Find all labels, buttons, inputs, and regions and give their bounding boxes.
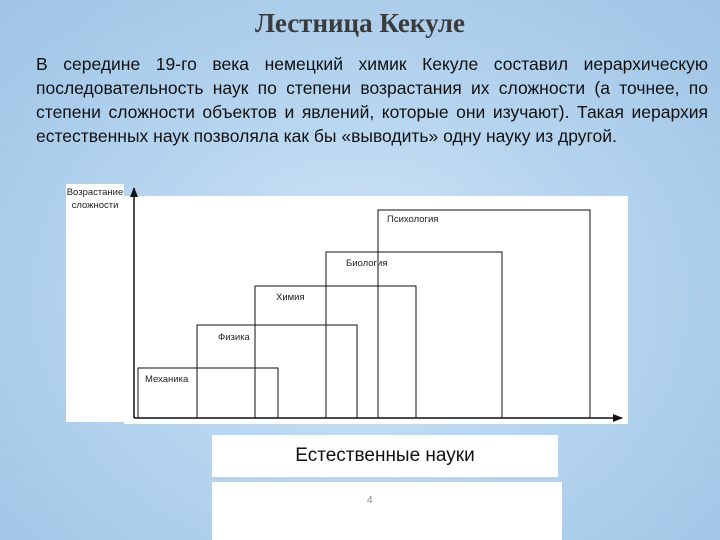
slide-title: Лестница Кекуле bbox=[254, 8, 466, 38]
footer-panel bbox=[212, 482, 562, 540]
step-label-chemistry: Химия bbox=[276, 292, 305, 303]
y-axis-label: Возрастание сложности bbox=[66, 184, 124, 422]
step-label-mechanics: Механика bbox=[145, 374, 189, 385]
step-label-physics: Физика bbox=[218, 332, 250, 343]
page-number: 4 bbox=[367, 495, 373, 506]
step-label-psychology: Психология bbox=[387, 214, 439, 225]
x-axis-caption: Естественные науки bbox=[212, 435, 558, 477]
intro-paragraph: В середине 19-го века немецкий химик Кекуле составил иерархическую последовательность наук по степени возрастания их сложности (а точнее, по степени сложности объектов и явлений, которые они изучают). Такая иерархия естественных наук позволяла как бы «выводить» одну науку из другой. bbox=[36, 54, 708, 146]
step-label-biology: Биология bbox=[346, 258, 388, 269]
